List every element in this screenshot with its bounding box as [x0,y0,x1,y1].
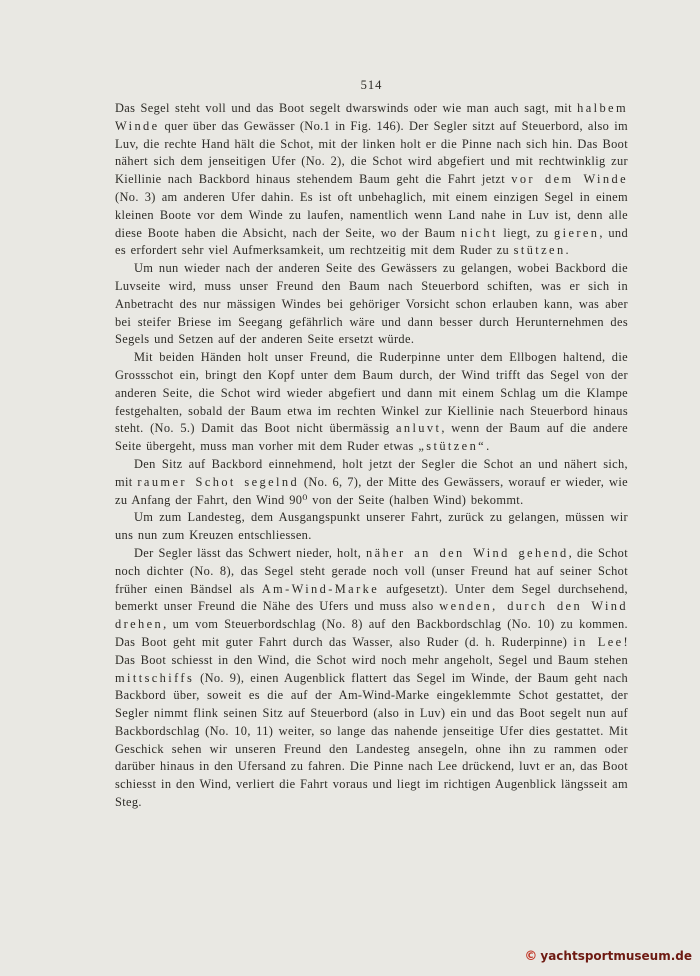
copyright-icon: © [524,948,538,964]
emphasized-text: mittschiffs [115,670,195,685]
emphasized-text: raumer Schot segelnd [137,474,300,489]
text-run: (No. 9), einen Augenblick flattert das Segel im Winde, der Baum geht nach Backbord über, soweit es die auf der Am-Wind-Marke eingeklemmte Schot gestattet, der Segler nimmt flink seinen Sitz auf Steuerbord (also in Luv) ein und das Boot segelt nun auf Backbordschlag (No. 10, 11) weiter, so lange das nahende jenseitige Ufer dies gestattet. Mit Geschick sehen wir unseren Freund den Landesteg ansegeln, ohne ihn zu rammen oder darüber hinaus in den Ufersand zu fahren. Die Pinne nach Lee drückend, luvt er an, das Boot schiesst in den Wind, verliert die Fahrt voraus und liegt im richtigen Augenblick längsseit am Steg. [115,670,628,810]
text-run: Der Segler lässt das Schwert nieder, holt, [134,545,367,560]
emphasized-text: wenden, durch den Wind drehen [115,599,628,632]
text-run: Das Segel steht voll und das Boot segelt dwarswinds oder wie man auch sagt, mit [115,101,578,115]
emphasized-text: „stützen“ [418,439,487,454]
body-text [115,100,628,812]
emphasized-text: stützen [513,243,566,258]
text-run: , um vom Steuerbordschlag (No. 8) auf den Backbordschlag (No. 10) zu kommen. Das Boot geht mit guter Fahrt durch das Wasser, also Ruder (d. h. Ruderpinne) [115,617,628,649]
text-run: . [565,243,569,258]
watermark-text: yachtsportmuseum.de [540,949,692,963]
emphasized-text: halbem Winde [115,101,628,133]
text-run: , und es erfordert sehr viel Aufmerksamkeit, um rechtzeitig mit dem Ruder zu [115,225,629,258]
emphasized-text: näher an den Wind gehend [366,545,569,560]
emphasized-text: Am-Wind-Marke [261,581,380,596]
text-run: quer über das Gewässer (No.1 in Fig. 146). Der Segler sitzt auf Steuerbord, also im Luv, die rechte Hand hält die Schot, mit der linken holt er die Pinne nach sich hin. Das Boot nähert sich dem jenseitigen Ufer (No. 2), die Schot wird abgefiert und mit rechtwinklig zur Kiellinie nach Backbord hinaus stehendem Baum geht die Fahrt jetzt [115,118,628,187]
emphasized-text: anluvt [395,421,442,436]
text-run: liegt, zu [497,225,555,240]
text-run: , die Schot noch dichter (No. 8), das Segel steht gerade noch voll (unser Freund hat auf seiner Schot früher einen Bändsel als [115,545,628,596]
page-number: 514 [360,78,383,92]
watermark [524,949,692,963]
text-run: Mit beiden Händen holt unser Freund, die Ruderpinne unter dem Ellbogen haltend, die Grossschot ein, bringt den Kopf unter dem Baum durch, der Wind trifft das Segel von der anderen Seite, die Schot wird wieder abgefiert und dann mit einem Schlag um die Klampe festgehalten, sobald der Baum etwa im rechten Winkel zur Kiellinie nach Steuerbord hinaus steht. (No. 5.) Damit das Boot nicht übermässig [115,350,628,436]
text-run: (No. 6, 7), der Mitte des Gewässers, worauf er wieder, wie zu Anfang der Fahrt, den Wind 90⁰ von der Seite (halben Wind) bekommt. [115,474,628,507]
text-run: , wenn der Baum auf die andere Seite übergeht, muss man vorher mit dem Ruder etwas [115,421,628,454]
paragraph-3 [115,349,628,456]
emphasized-text: in Lee [573,634,624,649]
text-run: ! Das Boot schiesst in den Wind, die Schot wird noch mehr angeholt, Segel und Baum stehen [115,634,628,667]
text-run: . [486,439,490,454]
emphasized-text: vor dem Winde [511,172,628,187]
text-run: aufgesetzt). Unter dem Segel durchsehend, bemerkt unser Freund die Nähe des Ufers und muss also [115,581,628,614]
paragraph-4 [115,456,628,509]
paragraph-1 [115,100,628,260]
text-run: Um zum Landesteg, dem Ausgangspunkt unserer Fahrt, zurück zu gelangen, müssen wir uns nun zum Kreuzen entschliessen. [115,510,628,543]
paragraph-6 [115,545,628,812]
paragraph-5 [115,509,628,545]
paragraph-2 [115,260,628,349]
emphasized-text: nicht [461,225,498,240]
text-run: Um nun wieder nach der anderen Seite des Gewässers zu gelangen, wobei Backbord die Luvseite wird, muss unser Freund den Baum nach Steuerbord schiften, was er sich in Anbetracht des nur mässigen Windes bei gehöriger Vorsicht schon erlauben kann, was aber bei steifer Briese im Seegang gefährlich wäre und dann besser durch Herunternehmen des Segels und Setzen auf der anderen Seite ersetzt würde. [115,261,628,347]
text-run: Den Sitz auf Backbord einnehmend, holt jetzt der Segler die Schot an und nähert sich, mit [115,456,628,489]
emphasized-text: gieren [554,225,600,240]
text-run: (No. 3) am anderen Ufer dahin. Es ist oft unbehaglich, mit einem einzigen Segel in einem kleinen Boote vor dem Winde zu laufen, namentlich wenn Land nahe in Luv ist, denn alle diese Boote haben die Absicht, nach der Seite, wo der Baum [115,189,628,240]
